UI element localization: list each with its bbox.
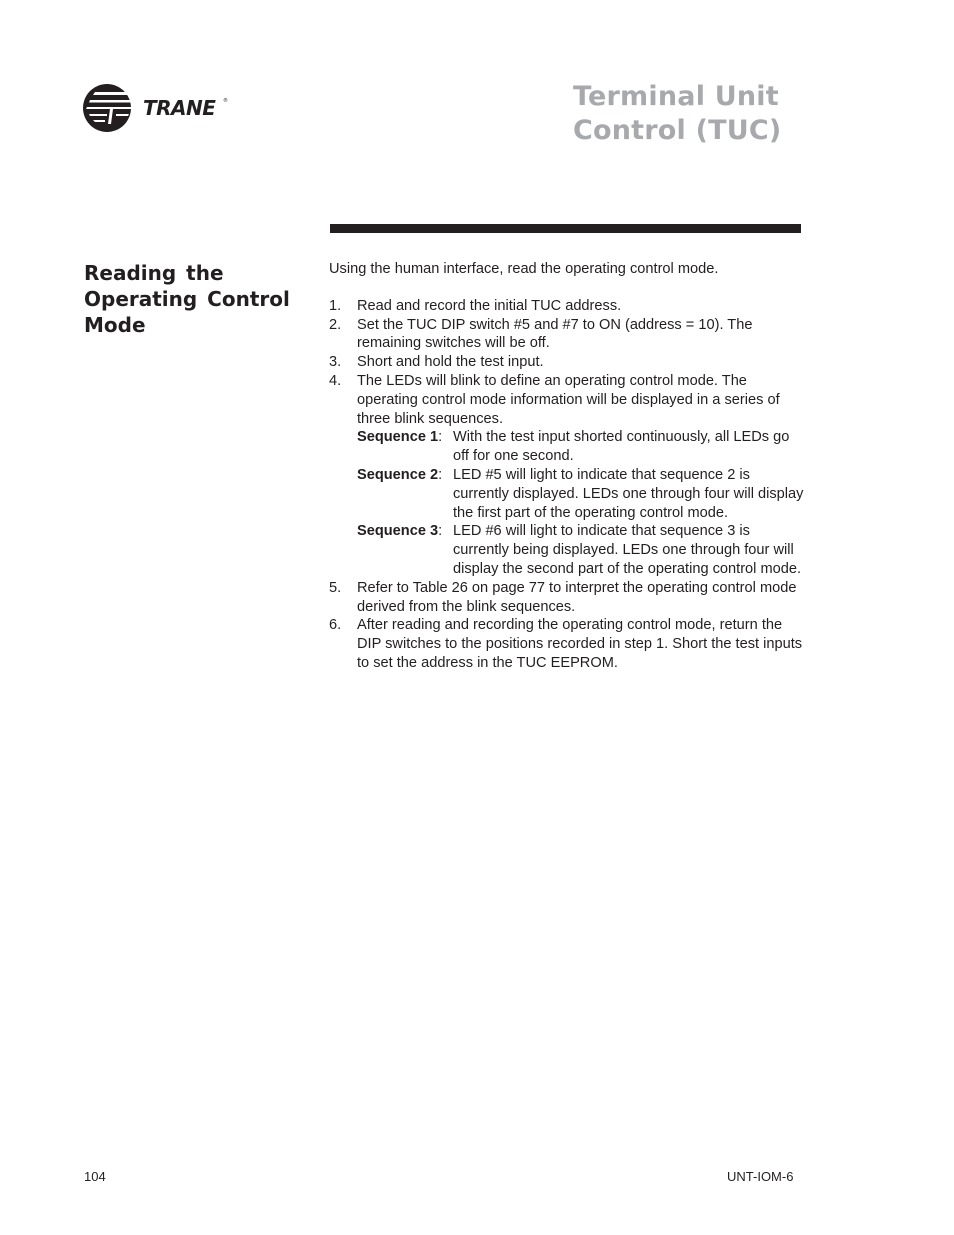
step-text: After reading and recording the operating control mode, return the DIP switches to the positions recorded in step 1. Short the test inputs to set the address in the TUC EEPROM. (357, 617, 803, 671)
step-item (329, 353, 804, 372)
steps-list (329, 297, 804, 673)
trane-logo-mark (83, 84, 233, 132)
sequence-label: Sequence 3 (357, 523, 439, 540)
step-item (329, 579, 804, 617)
section-heading (84, 260, 314, 338)
sequence-text: LED #6 will light to indicate that sequence 3 is currently being displayed. LEDs one through four will display the second part of the operating control mode. (453, 523, 802, 577)
step-body (357, 372, 804, 579)
logo-wordmark: TRANE (143, 96, 216, 120)
step-number: 1. (329, 297, 342, 314)
sequence-label: Sequence 2 (357, 466, 439, 483)
trane-logo (83, 84, 233, 132)
heading-line: Reading the (84, 261, 224, 285)
step-number: 4. (329, 372, 342, 389)
step-item (329, 372, 804, 579)
intro-paragraph: Using the human interface, read the operating control mode. (329, 261, 719, 277)
sequence-text: LED #5 will light to indicate that sequence 2 is currently displayed. LEDs one through four will display the first part of the operating control mode. (453, 466, 804, 521)
step-item (329, 616, 804, 672)
sequence-text: With the test input shorted continuously, all LEDs go off for one second. (453, 429, 790, 465)
step-number: 5. (329, 579, 342, 596)
page-number: 104 (84, 1169, 106, 1184)
step-text: Set the TUC DIP switch #5 and #7 to ON (address = 10). The remaining switches will be off. (357, 316, 753, 352)
sequence-item: Sequence 2: LED #5 will light to indicate that sequence 2 is currently displayed. LEDs one through four will display the first part of the operating control mode. (357, 466, 804, 521)
document-title (573, 80, 781, 148)
step-text: The LEDs will blink to define an operating control mode. The operating control mode information will be displayed in a series of three blink sequences. (357, 372, 780, 427)
step-number: 6. (329, 617, 342, 634)
heading-line: Mode (84, 313, 146, 337)
step-number: 3. (329, 354, 342, 371)
svg-text:®: ® (223, 98, 228, 104)
sequence-label: Sequence 1 (357, 429, 439, 446)
step-text: Short and hold the test input. (357, 354, 544, 371)
step-text: Read and record the initial TUC address. (357, 297, 622, 314)
section-rule (330, 224, 801, 233)
sequence-item: Sequence 3: LED #6 will light to indicate that sequence 3 is currently being displayed. LEDs one through four will display the second part of the operating control mode. (357, 522, 804, 578)
section-body (329, 260, 804, 673)
step-item (329, 297, 804, 316)
step-text: Refer to Table 26 on page 77 to interpret the operating control mode derived from the blink sequences. (357, 579, 797, 615)
document-code: UNT-IOM-6 (727, 1169, 794, 1184)
sequence-item: Sequence 1: With the test input shorted continuously, all LEDs go off for one second. (357, 428, 804, 466)
step-number: 2. (329, 316, 342, 333)
title-line: Terminal Unit (573, 81, 779, 112)
heading-line: Operating Control (84, 287, 290, 311)
step-item (329, 316, 804, 354)
title-line: Control (TUC) (573, 115, 782, 146)
